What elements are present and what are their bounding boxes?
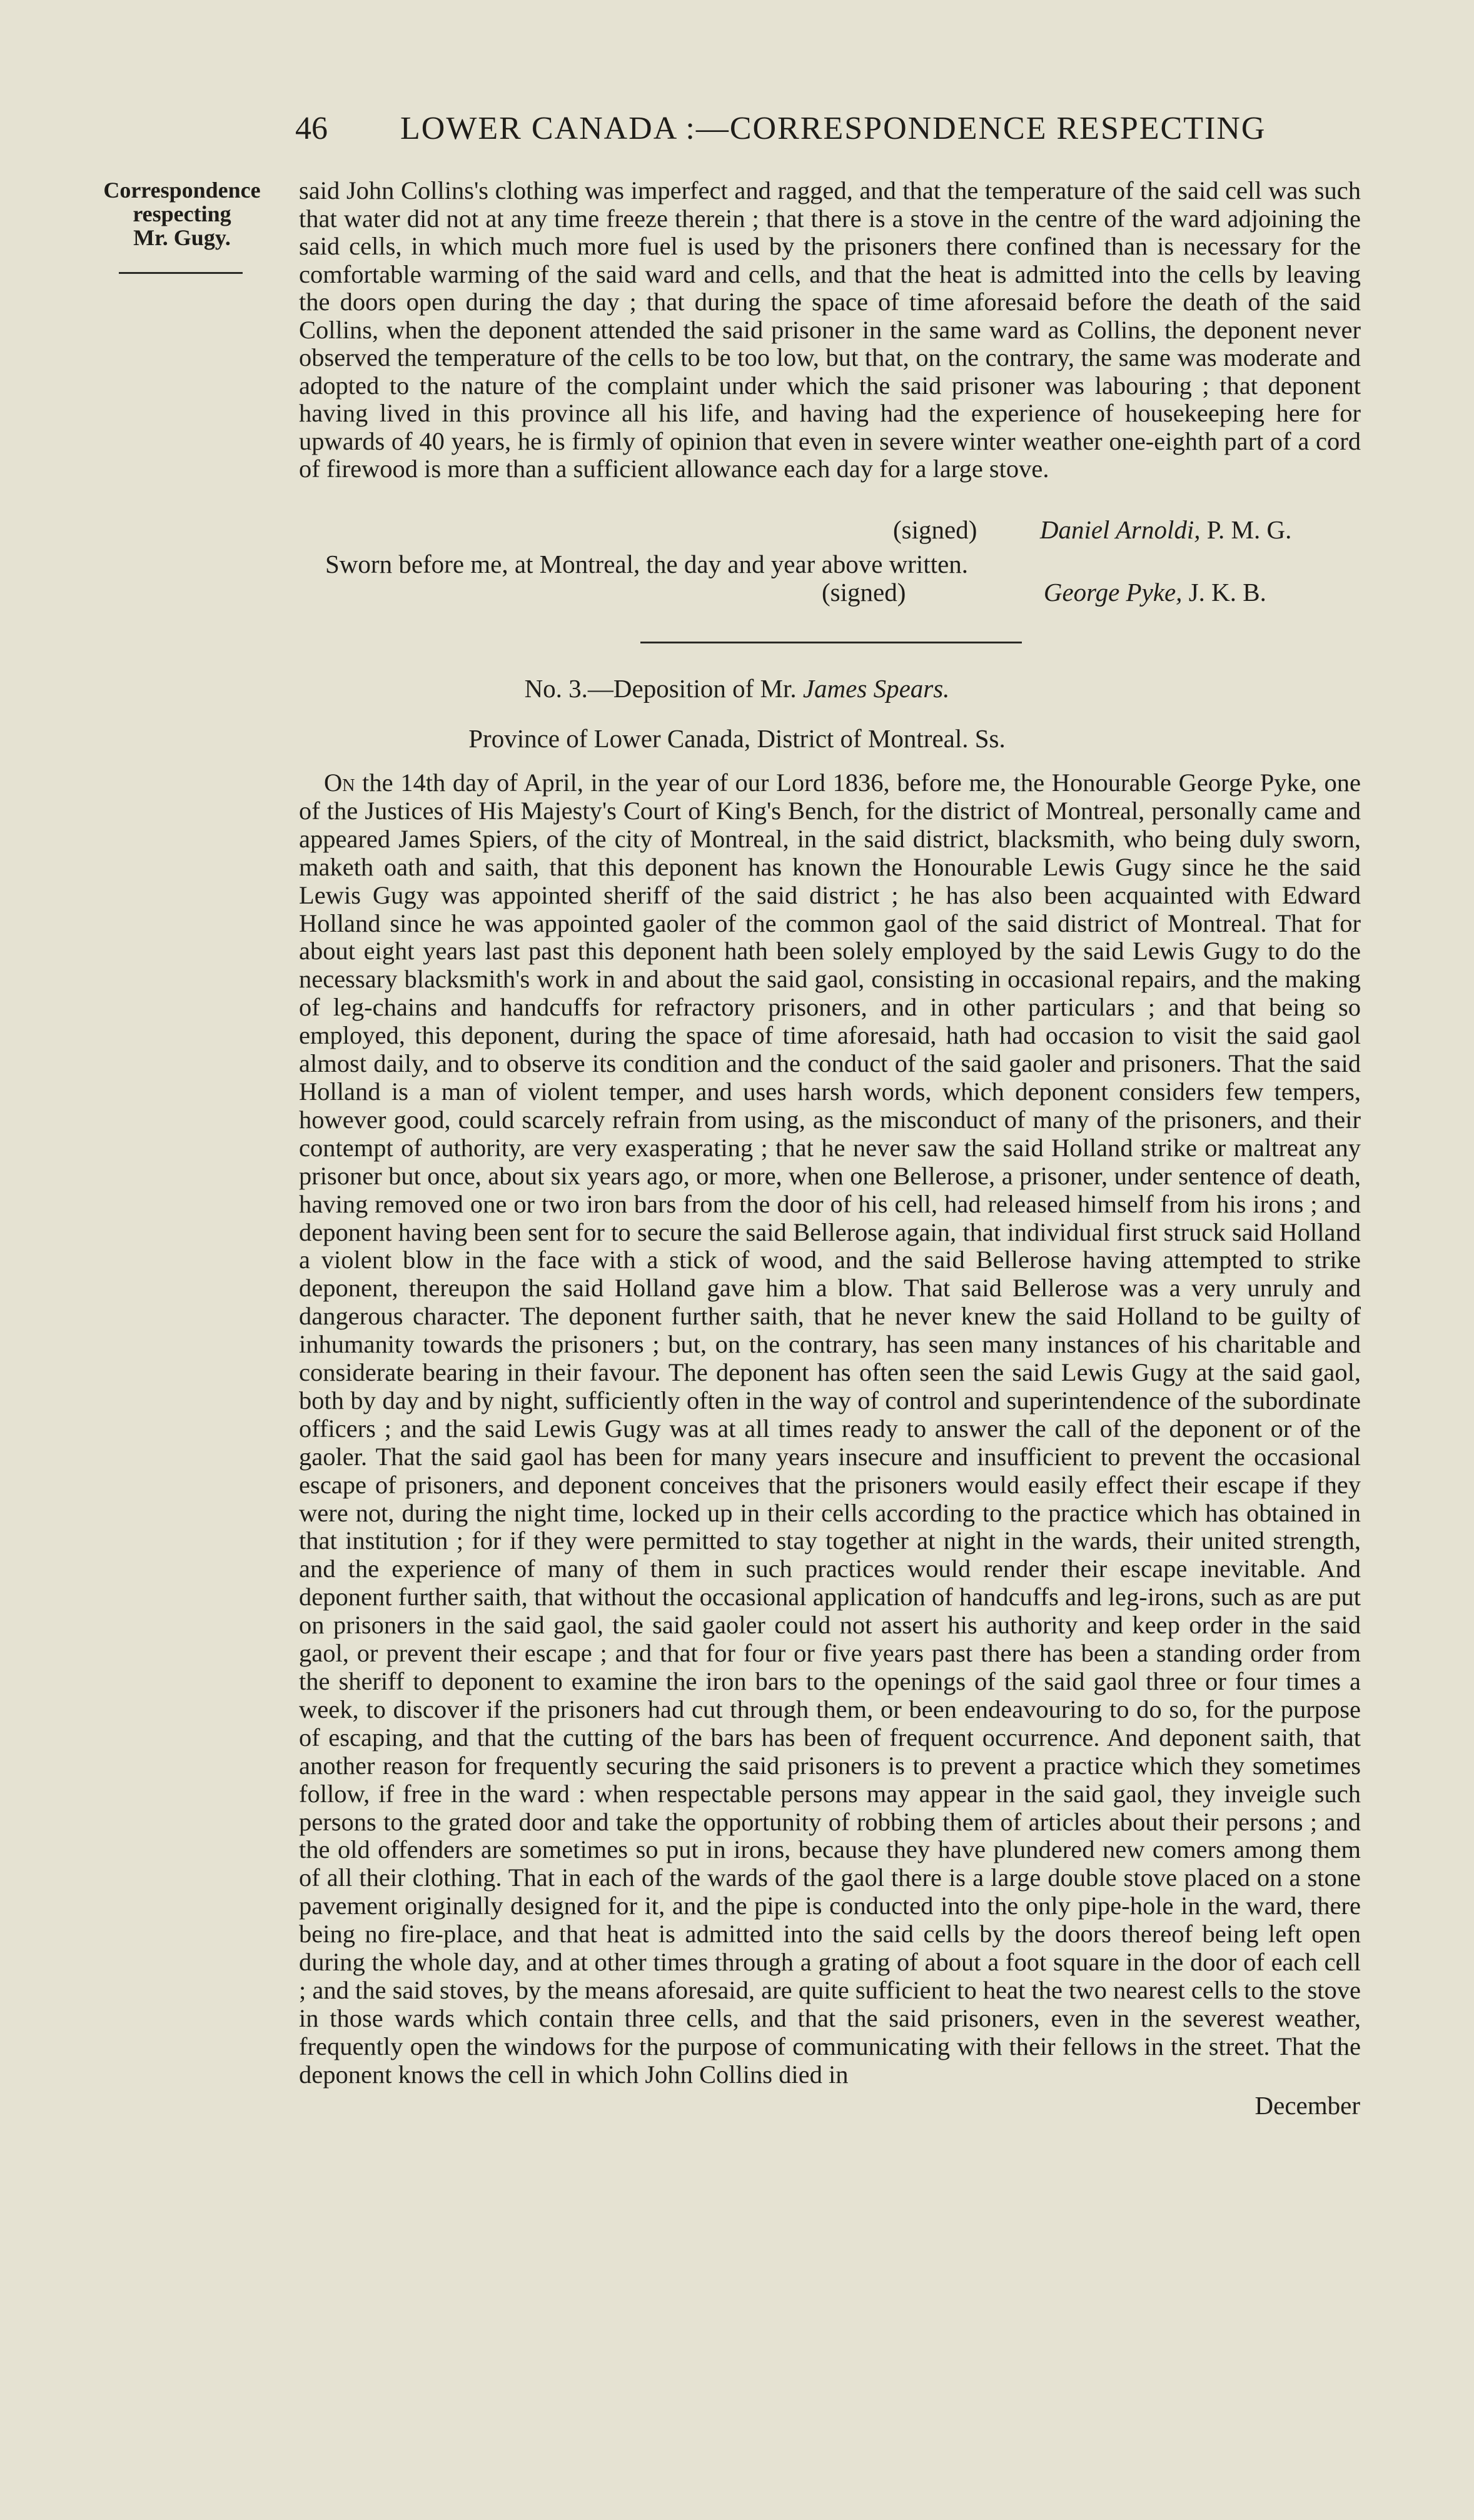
signatory-title: J. K. B.: [1188, 578, 1266, 607]
deposition-title: [0, 673, 1474, 703]
signed-label: (signed): [893, 515, 977, 544]
margin-note: [94, 178, 270, 249]
deponent-name: James Spears.: [802, 674, 950, 703]
signature-pyke: [822, 577, 1266, 607]
signatory-name: George Pyke,: [1043, 578, 1183, 607]
paragraph-continued: said John Collins's clothing was imperfect and ragged, and that the temperature of the said cell was such that water did not at any time freeze therein ; that there is a stove in the centre of the ward adjoining the said cells, in which much more fuel is used by the prisoners there confined than is necessary for the comfortable warming of the said ward and cells, and that the heat is admitted into the cells by leaving the doors open during the day ; that during the space of time aforesaid before the death of the said Collins, when the deponent attended the said prisoner in the same ward as Collins, the deponent never observed the temperature of the cells to be too low, but that, on the contrary, the same was moderate and adopted to the nature of the complaint under which the said prisoner was labouring ; that deponent having lived in this province all his life, and having had the experience of housekeeping here for upwards of 40 years, he is firmly of opinion that even in severe winter weather one-eighth part of a cord of firewood is more than a sufficient allowance each day for a large stove.: [299, 176, 1361, 483]
margin-note-line: Correspondence: [103, 178, 261, 203]
page-number: 46: [295, 111, 328, 146]
signatory-name: Daniel Arnoldi,: [1039, 515, 1201, 544]
signature-arnoldi: [893, 515, 1291, 545]
sworn-statement: Sworn before me, at Montreal, the day and year above written.: [325, 550, 969, 578]
running-head: LOWER CANADA :—CORRESPONDENCE RESPECTING: [400, 111, 1266, 146]
opening-word: On: [324, 769, 355, 797]
signed-label: (signed): [822, 578, 906, 607]
section-divider: [640, 642, 1022, 643]
margin-note-line: respecting: [133, 201, 231, 226]
margin-note-line: Mr. Gugy.: [133, 225, 231, 250]
deposition-body: [299, 769, 1361, 2089]
signatory-title: P. M. G.: [1206, 515, 1292, 544]
deposition-title-prefix: No. 3.—Deposition of Mr.: [524, 674, 797, 703]
deposition-text: the 14th day of April, in the year of our Lord 1836, before me, the Honourable George Pyke, one of the Justices of His Majesty's Court of King's Bench, for the district of Montreal, personally came and appeared James Spiers, of the city of Montreal, in the said district, blacksmith, who being duly sworn, maketh oath and saith, that this deponent has known the Honourable Lewis Gugy since he the said Lewis Gugy was appointed sheriff of the said district ; he has also been acquainted with Edward Holland since he was appointed gaoler of the common gaol of the said district of Montreal. That for about eight years last past this deponent hath been solely employed by the said Lewis Gugy to do the necessary blacksmith's work in and about the said gaol, consisting in occasional repairs, and the making of leg-chains and handcuffs for refractory prisoners, and in other particulars ; and that being so employed, this deponent, during the space of time aforesaid, hath had occasion to visit the said gaol almost daily, and to observe its condition and the conduct of the said gaoler and prisoners. That the said Holland is a man of violent temper, and uses harsh words, which deponent considers few tempers, however good, could scarcely refrain from using, as the misconduct of many of the prisoners, and their contempt of authority, are very exasperating ; that he never saw the said Holland strike or maltreat any prisoner but once, about six years ago, or more, when one Bellerose, a prisoner, under sentence of death, having removed one or two iron bars from the door of his cell, had released himself from his irons ; and deponent having been sent for to secure the said Bellerose again, that individual first struck said Holland a violent blow in the face with a stick of wood, and the said Bellerose having attempted to strike deponent, thereupon the said Holland gave him a blow. That said Bellerose was a very unruly and dangerous character. The deponent further saith, that he never knew the said Holland to be guilty of inhumanity towards the prisoners ; but, on the contrary, has seen many instances of his charitable and considerate bearing in their favour. The deponent has often seen the said Lewis Gugy at the said gaol, both by day and by night, sufficiently often in the way of control and superintendence of the subordinate officers ; and the said Lewis Gugy was at all times ready to answer the call of the deponent or of the gaoler. That the said gaol has been for many years insecure and insufficient to prevent the occasional escape of prisoners, and deponent conceives that the prisoners would easily effect their escape if they were not, during the night time, locked up in their cells according to the practice which has obtained in that institution ; for if they were permitted to stay together at night in the wards, their united strength, and the experience of many of them in such practices would render their escape inevitable. And deponent further saith, that without the occasional application of handcuffs and leg-irons, such as are put on prisoners in the said gaol, the said gaoler could not assert his authority and keep order in the said gaol, or prevent their escape ; and that for four or five years past there has been a standing order from the sheriff to deponent to examine the iron bars to the openings of the said gaol three or four times a week, to discover if the prisoners had cut through them, or been endeavouring to do so, for the purpose of escaping, and that the cutting of the bars has been of frequent occurrence. And deponent saith, that another reason for frequently securing the said prisoners is to prevent a practice which they sometimes follow, if free in the ward : when respectable persons may appear in the said gaol, they inveigle such persons to the grated door and take the opportunity of robbing them of articles about their persons ; and the old offenders are sometimes so put in irons, because they have plundered new comers among them of all their clothing. That in each of the wards of the gaol there is a large double stove placed on a stone pavement originally designed for it, and the pipe is conducted into the only pipe-hole in the ward, there being no fire-place, and that heat is admitted into the said cells by the doors thereof being left open during the whole day, and at other times through a grating of about a foot square in the door of each cell ; and the said stoves, by the means aforesaid, are quite sufficient to heat the two nearest cells to the stove in those wards which contain three cells, and that the said prisoners, even in the severest weather, frequently open the windows for the purpose of communicating with their fellows in the street. That the deponent knows the cell in which John Collins died in: [299, 769, 1361, 2089]
province-line: Province of Lower Canada, District of Montreal. Ss.: [468, 724, 1006, 753]
catchword: December: [1254, 2091, 1360, 2120]
margin-note-rule: [119, 272, 243, 274]
